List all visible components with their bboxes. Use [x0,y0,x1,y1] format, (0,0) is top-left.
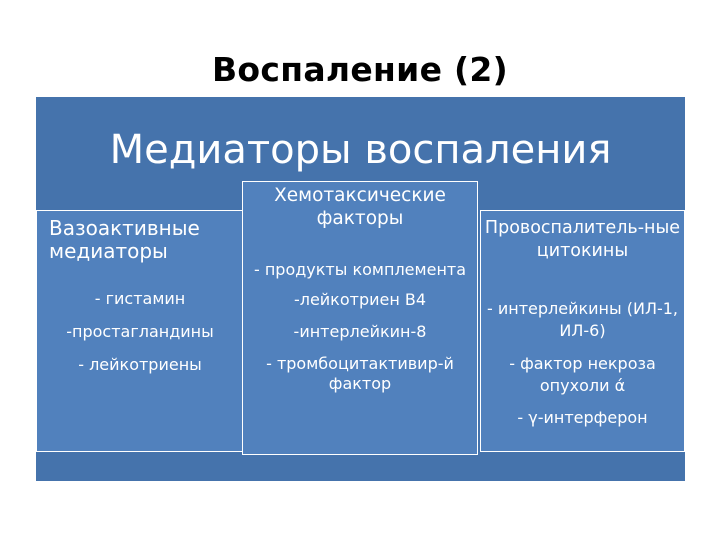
diagram-header: Медиаторы воспаления [109,127,612,173]
list-item: -лейкотриен В4 [293,290,427,309]
list-item: - продукты комплемента [253,260,467,279]
slide-title: Воспаление (2) [211,50,509,89]
list-item: - фактор некроза опухоли ά [509,354,656,395]
list-item: - тромбоцитактивир-й фактор [266,354,454,393]
list-item: -простагландины [66,322,214,341]
list-item: -интерлейкин-8 [293,322,427,341]
column-items [37,289,243,375]
column-items [243,260,477,394]
list-item: - гистамин [94,289,186,308]
mediators-diagram [36,97,685,481]
column-title: Провоспалитель-ные цитокины [484,218,681,261]
list-item: - γ-интерферон [517,408,648,427]
list-item: - лейкотриены [78,355,202,374]
column-vasoactive [36,210,244,452]
column-cytokines [480,210,685,452]
list-item: - интерлейкины (ИЛ-1, ИЛ-6) [486,299,679,340]
column-title: Вазоактивные медиаторы [49,216,200,263]
column-title: Хемотаксические факторы [274,185,446,229]
column-chemotactic [242,181,478,455]
column-items [481,298,684,428]
